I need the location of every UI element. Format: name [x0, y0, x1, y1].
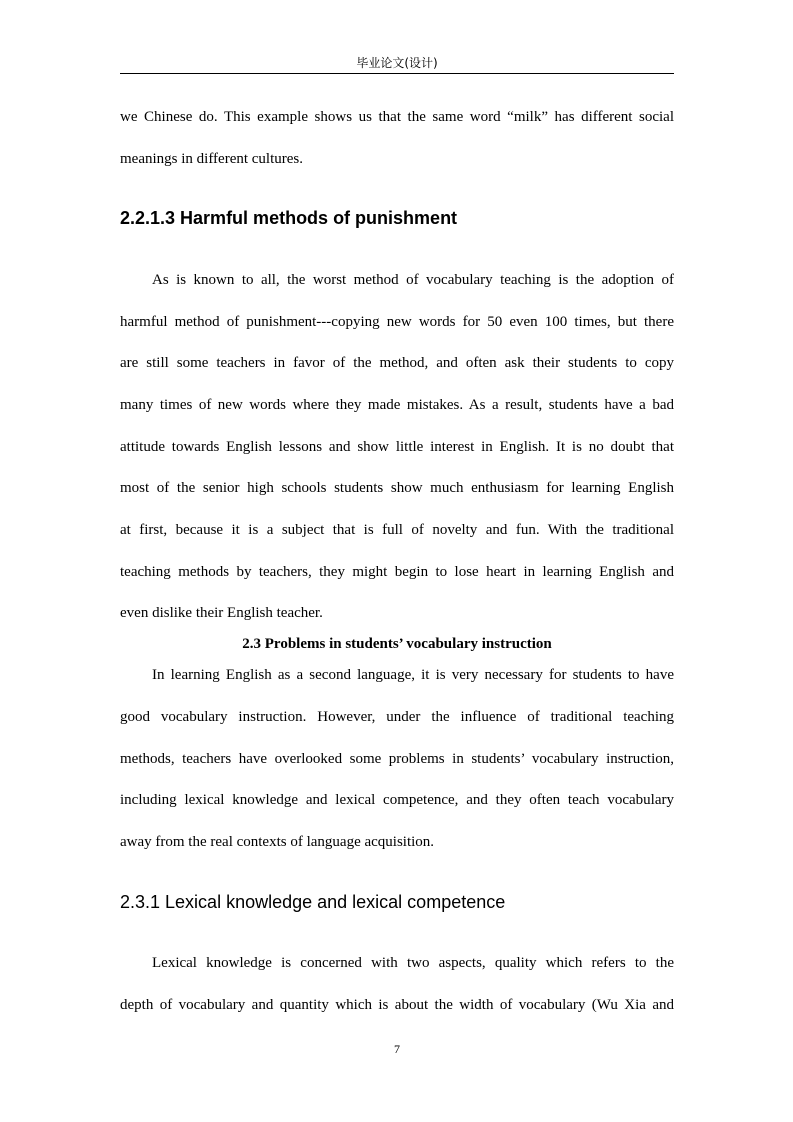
- paragraph-line: many times of new words where they made mistakes. As a result, students have a bad: [120, 397, 674, 413]
- section-heading-2-2-1-3: 2.2.1.3 Harmful methods of punishment: [120, 208, 458, 228]
- paragraph-line: As is known to all, the worst method of vocabulary teaching is the adoption of: [152, 272, 674, 288]
- paragraph-line: we Chinese do. This example shows us that the same word “milk” has different social: [120, 109, 674, 125]
- paragraph-line: In learning English as a second language, it is very necessary for students to have: [152, 667, 674, 683]
- paragraph-line: including lexical knowledge and lexical competence, and they often teach vocabulary: [120, 792, 674, 808]
- paragraph-line: Lexical knowledge is concerned with two aspects, quality which refers to the: [152, 955, 674, 971]
- paragraph-line: even dislike their English teacher.: [120, 605, 323, 621]
- paragraph-line: most of the senior high schools students show much enthusiasm for learning English: [120, 480, 674, 496]
- paragraph-line: teaching methods by teachers, they might begin to lose heart in learning English and: [120, 564, 674, 580]
- paragraph-line: away from the real contexts of language acquisition.: [120, 834, 435, 850]
- page-header: 毕业论文(设计): [356, 56, 438, 70]
- paragraph-line: depth of vocabulary and quantity which is about the width of vocabulary (Wu Xia and: [120, 997, 674, 1013]
- section-heading-2-3: 2.3 Problems in students’ vocabulary instruction: [242, 636, 552, 652]
- paragraph-line: meanings in different cultures.: [120, 151, 304, 167]
- paragraph-line: harmful method of punishment---copying new words for 50 even 100 times, but there: [120, 314, 674, 330]
- paragraph-line: at first, because it is a subject that is full of novelty and fun. With the traditional: [120, 522, 674, 538]
- section-heading-2-3-1: 2.3.1 Lexical knowledge and lexical competence: [120, 892, 506, 912]
- paragraph-line: are still some teachers in favor of the method, and often ask their students to copy: [120, 355, 674, 371]
- header-rule: [120, 73, 674, 74]
- page-number: 7: [394, 1042, 400, 1056]
- paragraph-line: attitude towards English lessons and show little interest in English. It is no doubt that: [120, 439, 674, 455]
- paragraph-line: methods, teachers have overlooked some problems in students’ vocabulary instruction,: [120, 751, 674, 767]
- paragraph-line: good vocabulary instruction. However, under the influence of traditional teaching: [120, 709, 674, 725]
